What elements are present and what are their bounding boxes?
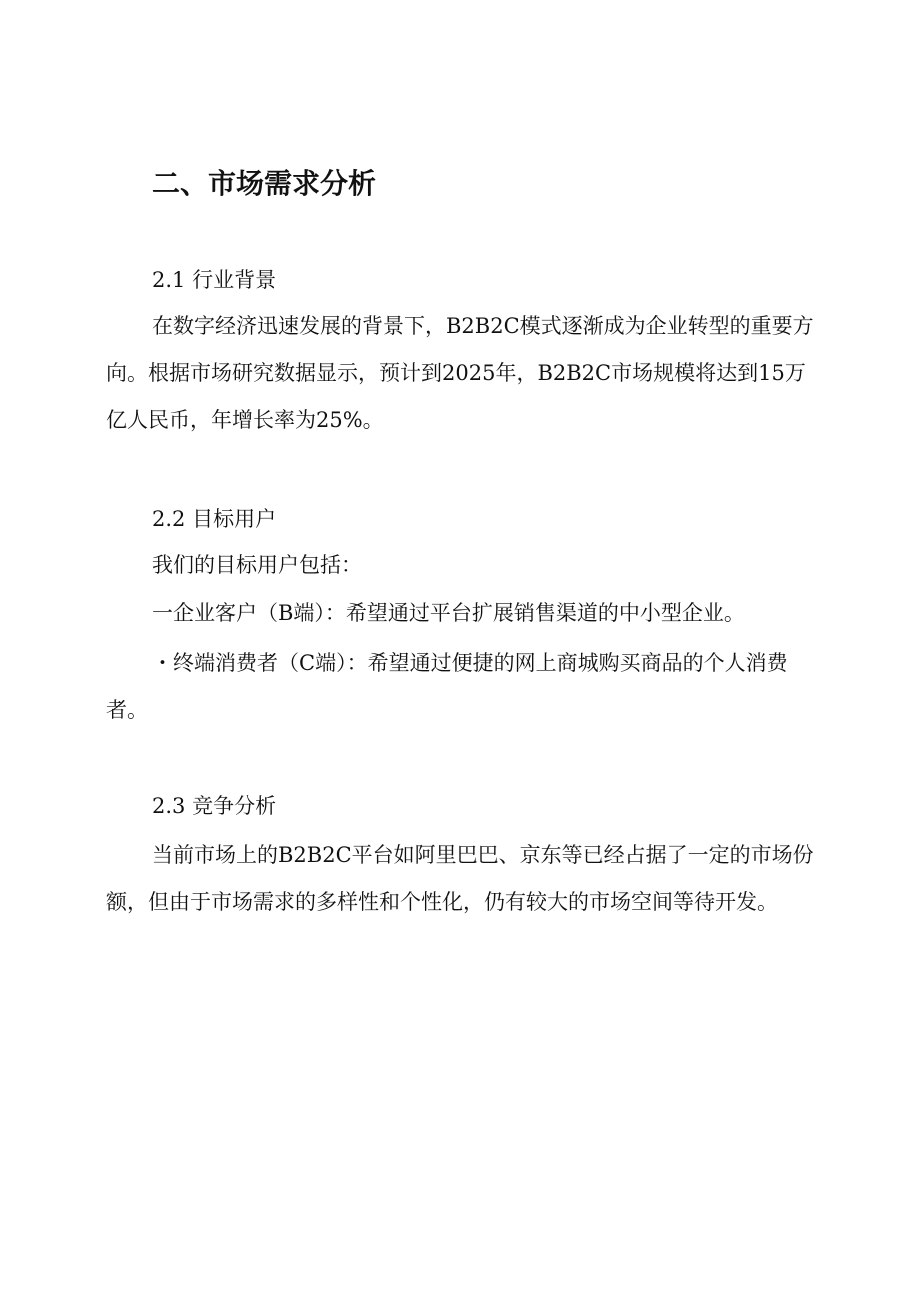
paragraph-competition-analysis: 当前市场上的B2B2C平台如阿里巴巴、京东等已经占据了一定的市场份额，但由于市场需求的多样性和个性化，仍有较大的市场空间等待开发。 xyxy=(106,843,814,914)
target-users-intro: 我们的目标用户包括： xyxy=(152,553,362,577)
list-item-enterprise-customers: 一企业客户（B端）：希望通过平台扩展销售渠道的中小型企业。 xyxy=(152,601,745,625)
paragraph-industry-background: 在数字经济迅速发展的背景下，B2B2C模式逐渐成为企业转型的重要方向。根据市场研究数据显示，预计到2025年，B2B2C市场规模将达到15万亿人民币，年增长率为25%。 xyxy=(106,314,814,432)
list-item-end-consumers: ・终端消费者（C端）：希望通过便捷的网上商城购买商品的个人消费者。 xyxy=(106,651,788,722)
subsection-heading-industry-background: 2.1 行业背景 xyxy=(152,268,277,292)
section-heading: 二、市场需求分析 xyxy=(152,167,377,200)
subsection-heading-target-users: 2.2 目标用户 xyxy=(152,507,277,531)
subsection-heading-competition-analysis: 2.3 竞争分析 xyxy=(152,794,277,818)
